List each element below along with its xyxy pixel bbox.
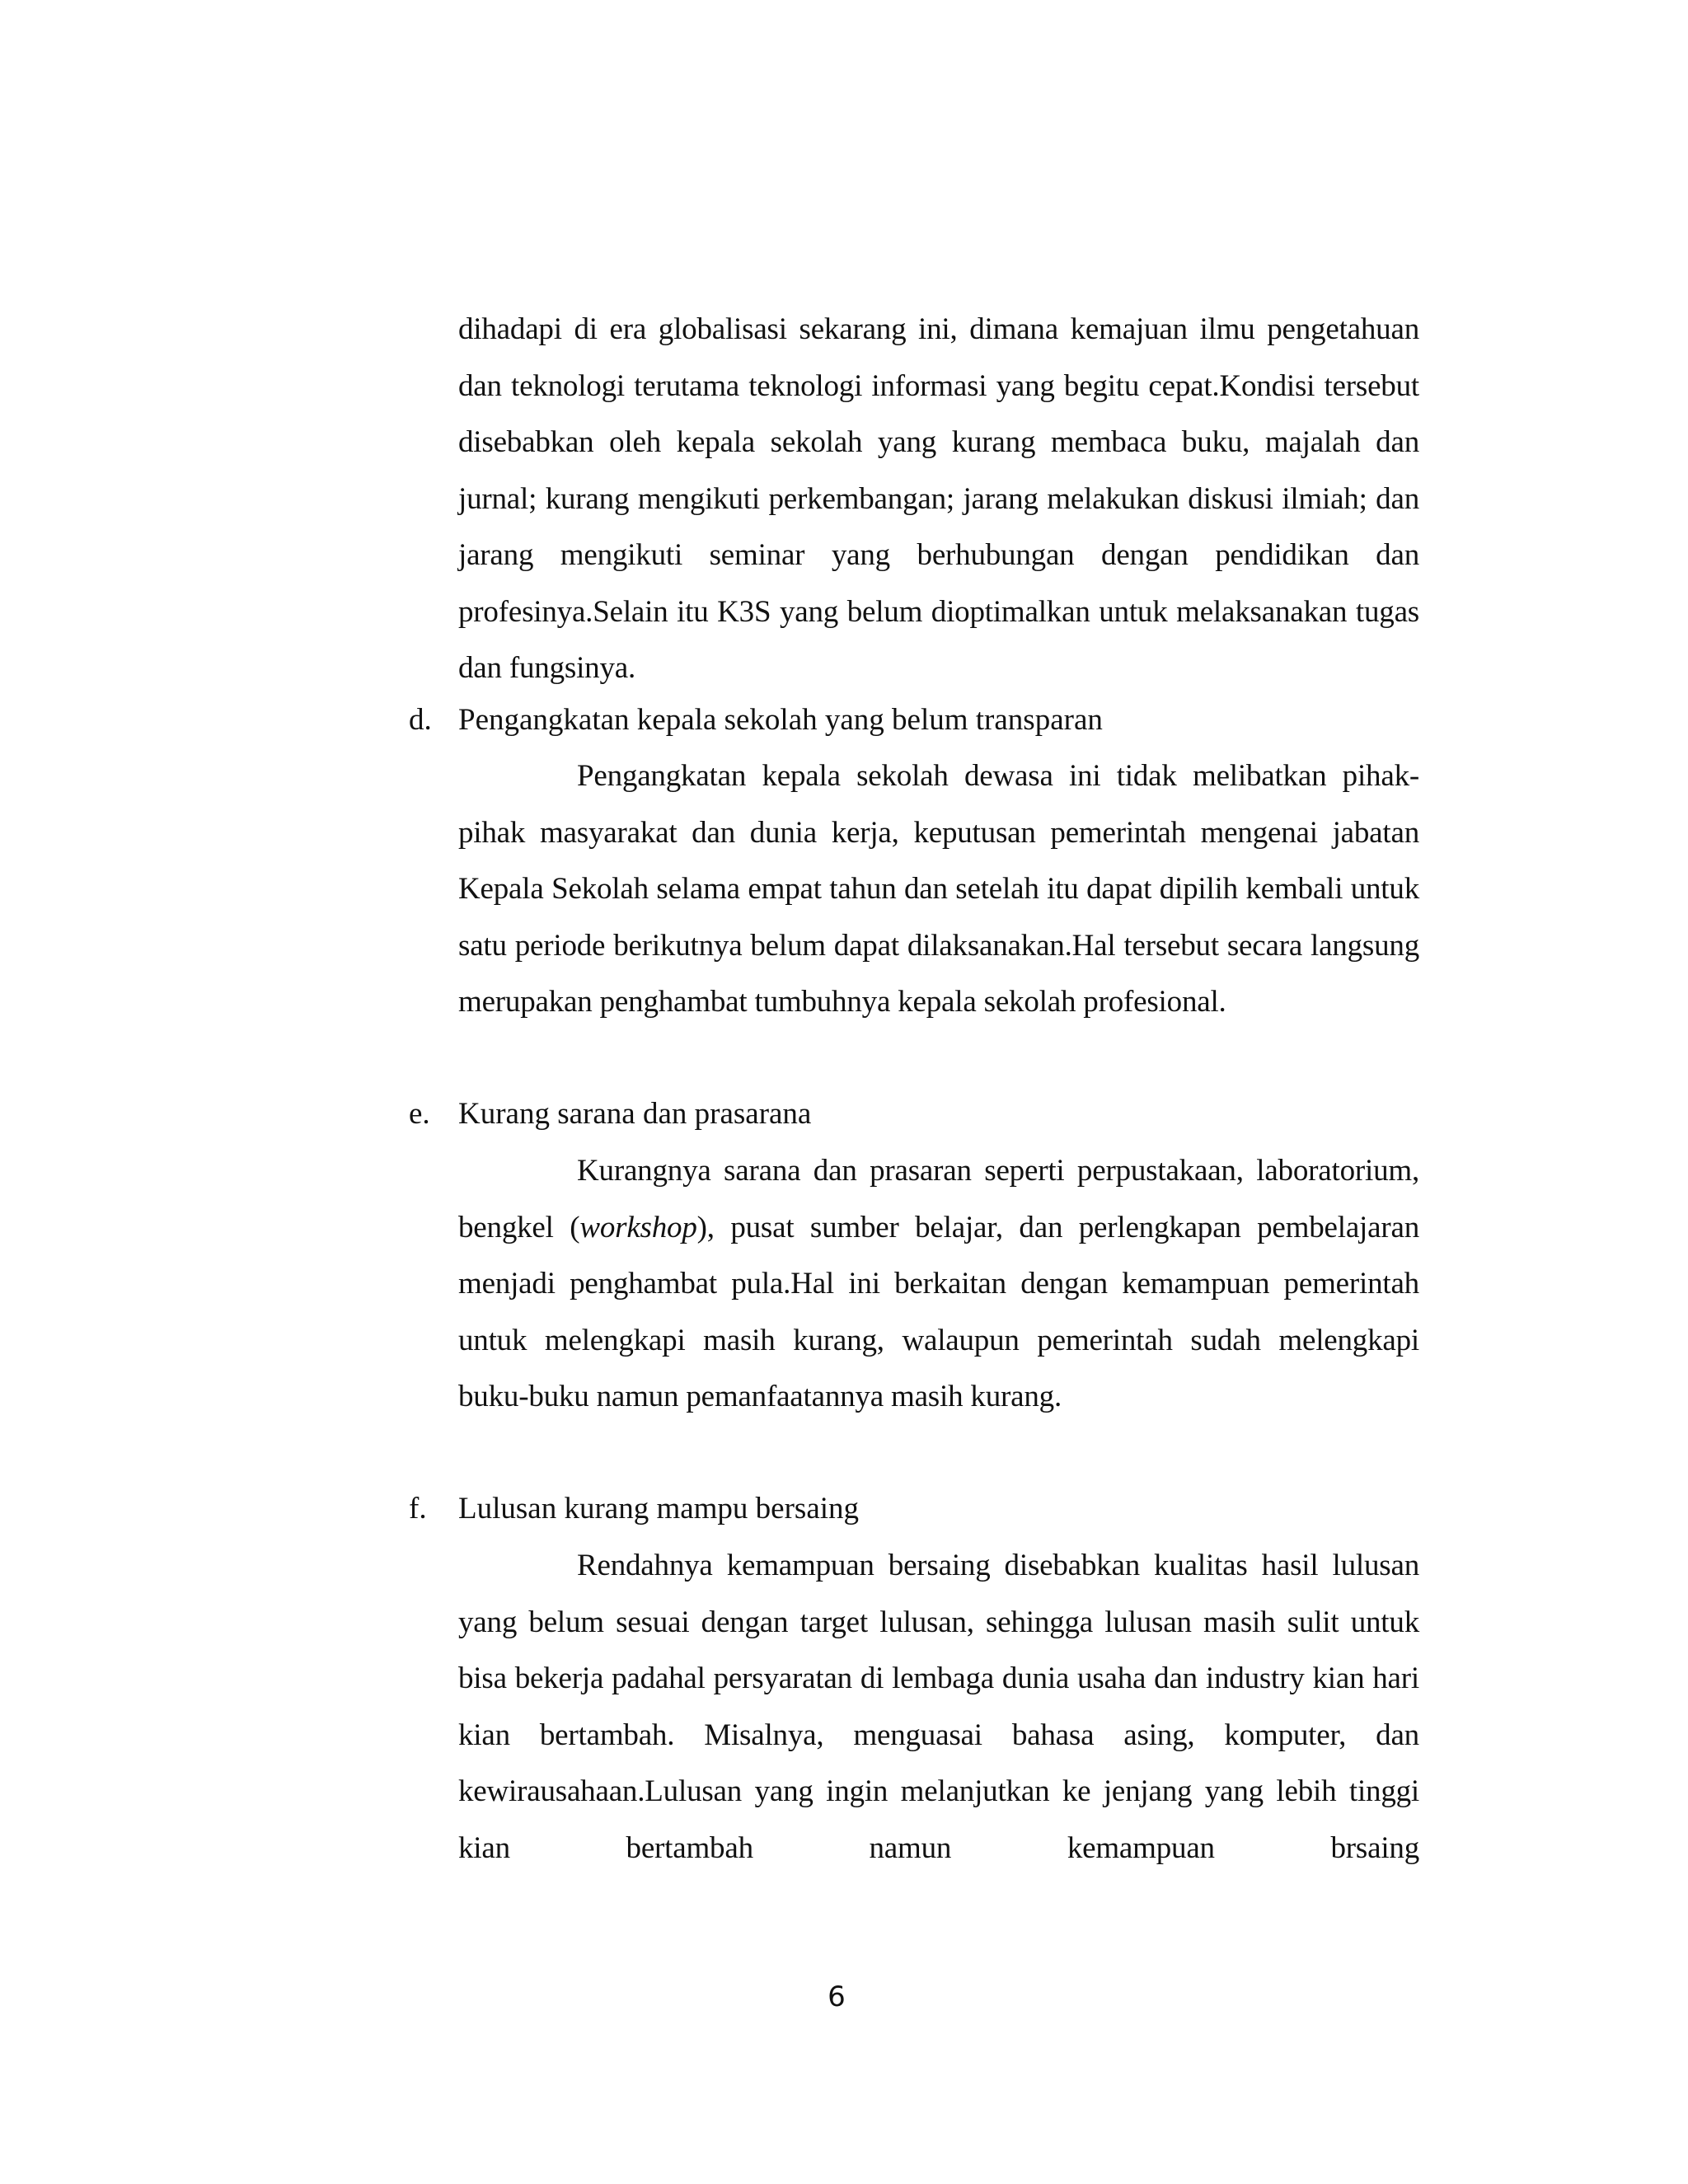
section-body-e-italic: workshop <box>579 1210 697 1244</box>
page-number: 6 <box>828 1980 846 2013</box>
section-heading-e: Kurang sarana dan prasarana <box>458 1097 812 1131</box>
section-heading-f: Lulusan kurang mampu bersaing <box>458 1492 860 1526</box>
section-body-e-part1: Kurangnya sarana dan prasaran seperti perpustakaan, laboratorium, bengkel ( <box>458 1154 1419 1244</box>
section-body-e <box>458 1143 1419 1426</box>
section-body-e-part2: ), pusat sumber belajar, dan perlengkapan pembelajaran menjadi penghambat pula.Hal ini berkaitan dengan kemampuan pemerintah untuk melengkapi masih kurang, walaupun pemerintah sudah melengkapi buku-buku namun pemanfaatannya masih kurang. <box>458 1210 1419 1413</box>
continuation-paragraph: dihadapi di era globalisasi sekarang ini, dimana kemajuan ilmu pengetahuan dan teknologi terutama teknologi informasi yang begitu cepat.Kondisi tersebut disebabkan oleh kepala sekolah yang kurang membaca buku, majalah dan jurnal; kurang mengikuti perkembangan; jarang melakukan diskusi ilmiah; dan jarang mengikuti seminar yang berhubungan dengan pendidikan dan profesinya.Selain itu K3S yang belum dioptimalkan untuk melaksanakan tugas dan fungsinya. <box>458 312 1419 685</box>
list-marker-e: e. <box>409 1097 430 1131</box>
section-body-d: Pengangkatan kepala sekolah dewasa ini tidak melibatkan pihak-pihak masyarakat dan dunia kerja, keputusan pemerintah mengenai jabatan Kepala Sekolah selama empat tahun dan setelah itu dapat dipilih kembali untuk satu periode berikutnya belum dapat dilaksanakan.Hal tersebut secara langsung merupakan penghambat tumbuhnya kepala sekolah profesional. <box>458 759 1419 1019</box>
list-marker-d: d. <box>409 703 432 737</box>
section-heading-d: Pengangkatan kepala sekolah yang belum transparan <box>458 703 1103 737</box>
list-marker-f: f. <box>409 1492 427 1526</box>
section-body-f: Rendahnya kemampuan bersaing disebabkan kualitas hasil lulusan yang belum sesuai dengan target lulusan, sehingga lulusan masih sulit untuk bisa bekerja padahal persyaratan di lembaga dunia usaha dan industry kian hari kian bertambah. Misalnya, menguasai bahasa asing, komputer, dan kewirausahaan.Lulusan yang ingin melanjutkan ke jenjang yang lebih tinggi kian bertambah namun kemampuan brsaing <box>458 1549 1419 1865</box>
